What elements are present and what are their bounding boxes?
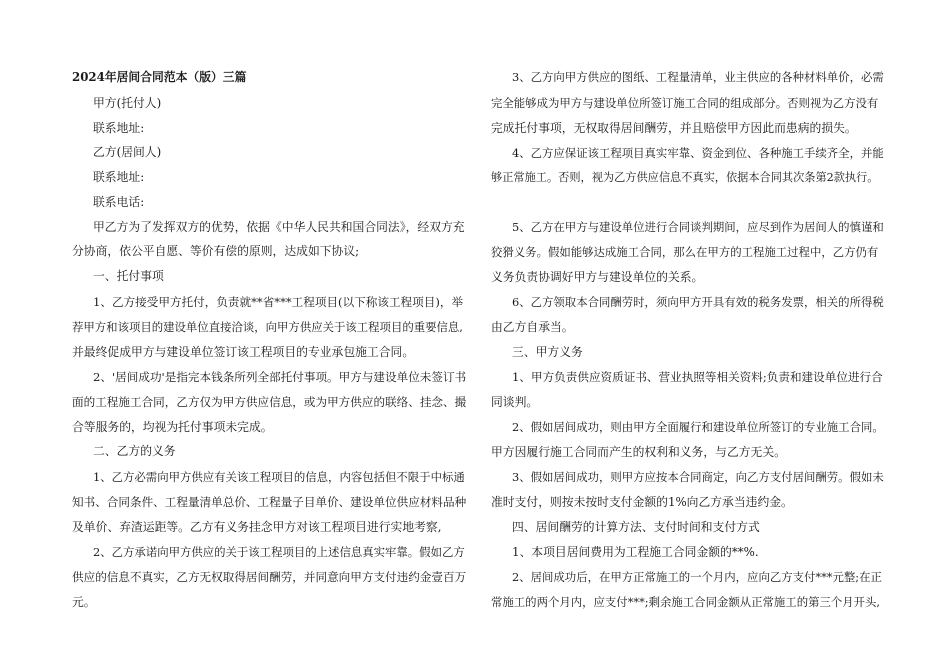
paragraph-line: 够正常施工。否则，视为乙方供应信息不真实，依据本合同其次条第2款执行。 [491,171,879,184]
paragraph-line: 合等服务的，均视为托付事项未完成。 [72,420,273,434]
paragraph-line: 荐甲方和该项目的建设单位直接洽谈，向甲方供应关于该工程项目的重要信息, [72,320,463,334]
paragraph-line: 甲乙方为了发挥双方的优势，依据《中华人民共和国合同法》，经双方充 [93,220,465,234]
paragraph-line: 分协商，依公平自愿、等价有偿的原则，达成如下协议; [72,244,360,258]
paragraph-line: 2、假如居间成功，则由甲方全面履行和建设单位所签订的专业施工合同。 [512,420,884,434]
paragraph-line: 6、乙方领取本合同酬劳时，须向甲方开具有效的税务发票，相关的所得税 [512,295,884,309]
paragraph-line: 4、乙方应保证该工程项目真实牢靠、资金到位、各种施工手续齐全，并能 [512,146,884,160]
document-title: 2024年居间合同范本（版）三篇 [72,70,247,84]
paragraph-line: 及单价、弃渣运距等。乙方有义务挂念甲方对该工程项目进行实地考察, [72,520,442,534]
paragraph-line: 1、甲方负责供应资质证书、营业执照等相关资料;负责和建设单位进行合 [512,370,883,384]
paragraph-line: 完成托付事项，无权取得居间酬劳，并且赔偿甲方因此而患病的损失。 [491,121,857,135]
paragraph-line: 面的工程施工合同，乙方仅为甲方供应信息，或为甲方供应的联络、挂念、撮 [72,395,467,409]
paragraph-line: 供应的信息不真实，乙方无权取得居间酬劳，并同意向甲方支付违约金壹百万 [72,570,467,584]
section-heading: 四、居间酬劳的计算方法、支付时间和支付方式 [512,520,760,534]
party-b-phone-label: 联系电话: [93,195,145,209]
party-b-address-label: 联系地址: [93,170,145,184]
paragraph-line: 1、乙方接受甲方托付，负责就**省***工程项目(以下称该工程项目)，举 [93,295,464,309]
paragraph-line: 义务负责协调好甲方与建设单位的关系。 [491,270,704,284]
paragraph-line: 1、乙方必需向甲方供应有关该工程项目的信息，内容包括但不限于中标通 [93,470,465,484]
party-a-label: 甲方(托付人) [93,96,162,110]
paragraph-line: 并最终促成甲方与建设单位签订该工程项目的专业承包施工合同。 [72,345,415,359]
paragraph-line: 同谈判。 [491,395,539,409]
paragraph-line: 1、本项目居间费用为工程施工合同金额的**%. [512,545,759,559]
paragraph-line: 5、乙方在甲方与建设单位进行合同谈判期间，应尽到作为居间人的慎谨和 [512,220,884,234]
paragraph-line: 完全能够成为甲方与建设单位所签订施工合同的组成部分。否则视为乙方没有 [491,96,879,110]
paragraph-line: 3、乙方向甲方供应的图纸、工程量清单，业主供应的各种材料单价，必需 [512,70,884,84]
paragraph-line: 3、假如居间成功，则甲方应按本合同商定，向乙方支付居间酬劳。假如未 [512,470,884,484]
section-heading: 三、甲方义务 [512,345,583,359]
section-heading: 一、托付事项 [93,269,164,283]
party-b-label: 乙方(居间人) [93,145,162,159]
paragraph-line: 甲方因履行施工合同而产生的权利和义务，与乙方无关。 [491,445,786,459]
paragraph-line: 准时支付，则按未按时支付金额的1%向乙方承当违约金。 [491,495,793,509]
party-a-address-label: 联系地址: [93,121,145,135]
paragraph-line: 2、乙方承诺向甲方供应的关于该工程项目的上述信息真实牢靠。假如乙方 [93,545,465,559]
section-heading: 二、乙方的义务 [93,444,176,458]
paragraph-line: 2、居间成功后，在甲方正常施工的一个月内，应向乙方支付***元整;在正 [512,570,882,584]
paragraph-line: 常施工的两个月内，应支付***;剩余施工合同金额从正常施工的第三个月开头, [491,595,881,609]
paragraph-line: 元。 [72,595,96,609]
paragraph-line: 狡猾义务。假如能够达成施工合同，那么在甲方的工程施工过程中，乙方仍有 [491,245,879,259]
paragraph-line: 由乙方自承当。 [491,320,574,334]
paragraph-line: 2、'居间成功'是指完本钱条所列全部托付事项。甲方与建设单位未签订书 [93,370,467,384]
paragraph-line: 知书、合同条件、工程量清单总价、工程量子目单价、建设单位供应材料品种 [72,495,467,509]
